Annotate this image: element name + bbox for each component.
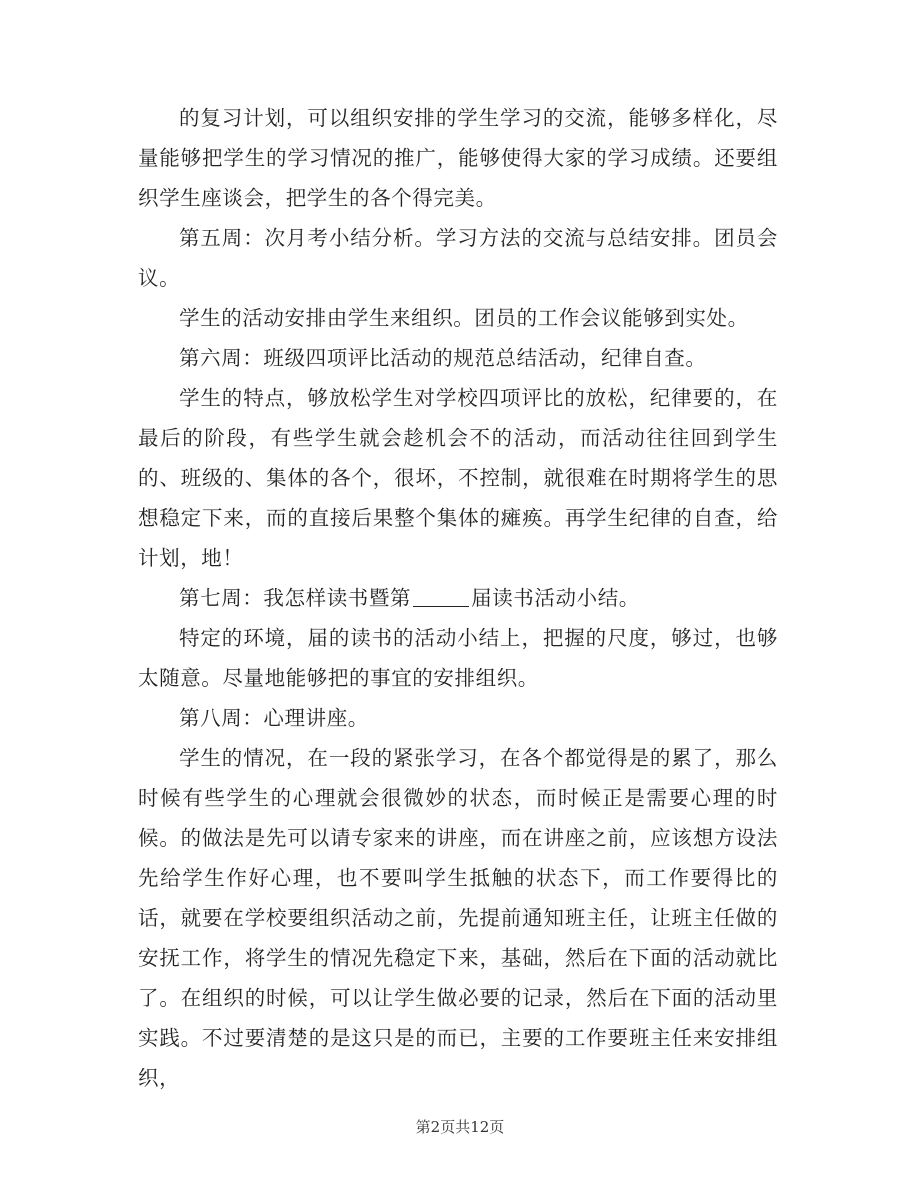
paragraph-student-discipline: 学生的特点，够放松学生对学校四项评比的放松，纪律要的，在最后的阶段，有些学生就会趁机会不的活动，而活动往往回到学生的、班级的、集体的各个，很坏，不控制，就很难在时期将学生的思想稳定下来，而的直接后果整个集体的瘫痪。再学生纪律的自查，给计划，地！ — [138, 386, 778, 570]
paragraph-week-six: 第六周：班级四项评比活动的规范总结活动，纪律自查。 — [179, 346, 707, 370]
paragraph-activity-arrangement: 学生的活动安排由学生来组织。团员的工作会议能够到实处。 — [179, 306, 749, 330]
paragraph-review-plan: 的复习计划，可以组织安排的学生学习的交流，能够多样化，尽量能够把学生的学习情况的推广，能够使得大家的学习成绩。还要组织学生座谈会，把学生的各个得完美。 — [138, 106, 778, 210]
body-text — [138, 98, 778, 1098]
paragraph-week-five: 第五周：次月考小结分析。学习方法的交流与总结安排。团员会议。 — [138, 226, 778, 290]
paragraph-week-eight: 第八周：心理讲座。 — [179, 706, 369, 730]
fill-in-blank — [413, 586, 469, 607]
paragraph-psychology-lecture: 学生的情况，在一段的紧张学习，在各个都觉得是的累了，那么时候有些学生的心理就会很微妙的状态，而时候正是需要心理的时候。的做法是先可以请专家来的讲座，而在讲座之前，应该想方设法先给学生作好心理，也不要叫学生抵触的状态下，而工作要得比的话，就要在学校要组织活动之前，先提前通知班主任，让班主任做的安抚工作，将学生的情况先稳定下来，基础，然后在下面的活动就比了。在组织的时候，可以让学生做必要的记录，然后在下面的活动里实践。不过要清楚的是这只是的而已，主要的工作要班主任来安排组织， — [138, 746, 778, 1090]
week-seven-text-start: 第七周：我怎样读书暨第 — [179, 586, 412, 610]
week-seven-text-end: 届读书活动小结。 — [471, 586, 640, 610]
page-number-footer: 第2页共12页 — [415, 1118, 505, 1136]
paragraph-week-seven — [138, 578, 778, 618]
paragraph-reading-summary: 特定的环境，届的读书的活动小结上，把握的尺度，够过，也够太随意。尽量地能够把的事宜的安排组织。 — [138, 626, 778, 690]
